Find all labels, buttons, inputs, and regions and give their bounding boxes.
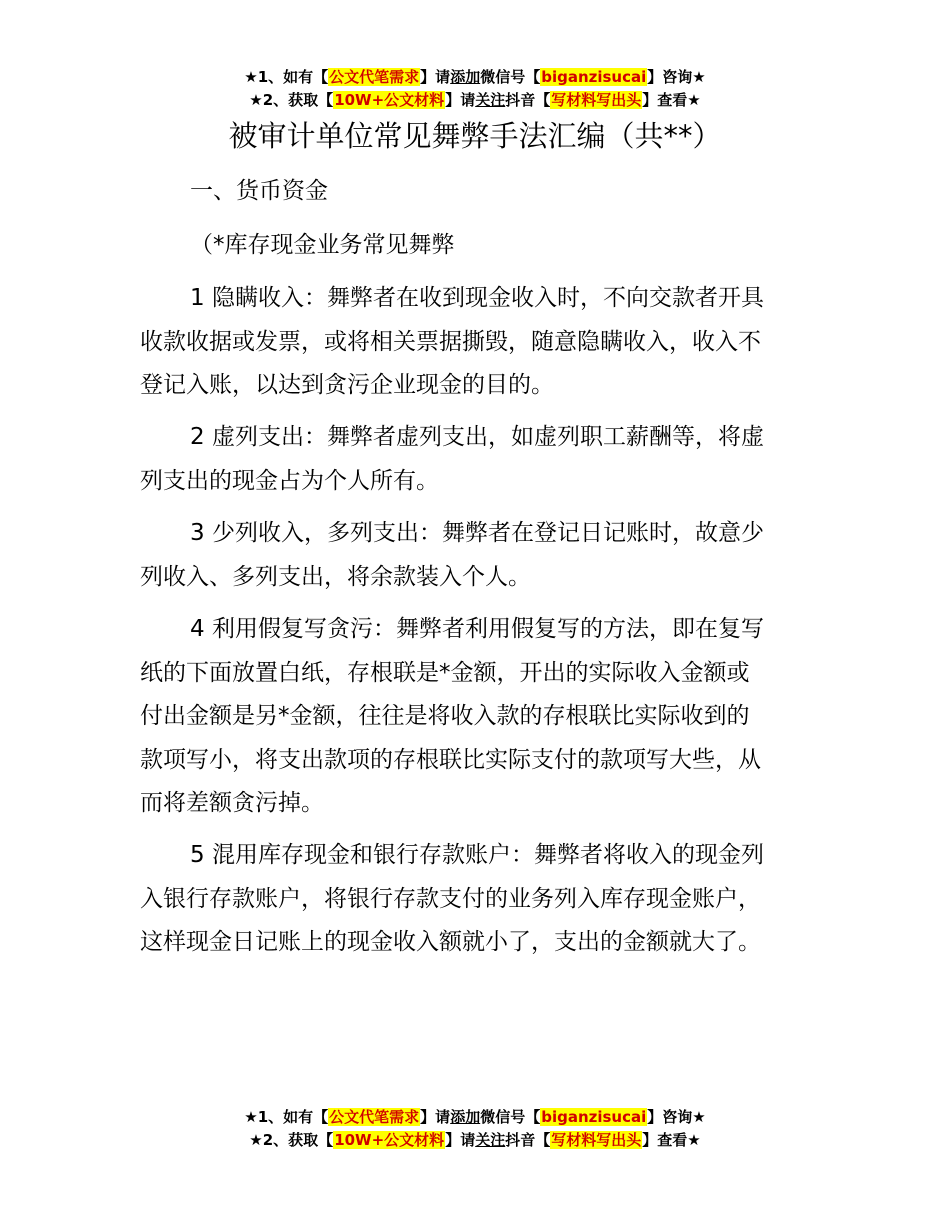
promo-banner-bottom xyxy=(0,1106,950,1152)
promo-line-2: ★2、获取【10W+公文材料】请关注抖音【写材料写出头】查看★ xyxy=(249,91,701,109)
paragraph-line: 这样现金日记账上的现金收入额就小了，支出的金额就大了。 xyxy=(140,929,761,955)
paragraph-line: 列支出的现金占为个人所有。 xyxy=(140,467,439,494)
highlight-douyin: 写材料写出头 xyxy=(551,91,642,109)
paragraph-line: 3 少列收入，多列支出：舞弊者在登记日记账时，故意少 xyxy=(190,520,764,546)
highlight-wechat-id: biganzisucai xyxy=(541,68,647,86)
sub-heading: （*库存现金业务常见舞弊 xyxy=(190,232,455,258)
highlight-materials: 10W+公文材料 xyxy=(334,91,445,109)
paragraph-line: 入银行存款账户，将银行存款支付的业务列入库存现金账户， xyxy=(140,885,761,912)
promo-line-1: ★1、如有【公文代笔需求】请添加微信号【biganzisucai】咨询★ xyxy=(244,68,706,86)
highlight-service: 公文代笔需求 xyxy=(329,1108,420,1126)
paragraph-line: 款项写小，将支出款项的存根联比实际支付的款项写大些，从 xyxy=(140,746,761,773)
paragraph-1 xyxy=(140,277,812,408)
paragraph-line: 4 利用假复写贪污：舞弊者利用假复写的方法，即在复写 xyxy=(190,616,764,642)
paragraph-line: 收款收据或发票，或将相关票据撕毁，随意隐瞒收入，收入不 xyxy=(140,328,761,355)
paragraph-line: 付出金额是另*金额，往往是将收入款的存根联比实际收到的 xyxy=(140,703,750,729)
paragraph-5 xyxy=(140,834,812,965)
paragraph-line: 5 混用库存现金和银行存款账户：舞弊者将收入的现金列 xyxy=(190,842,764,868)
promo-line-2: ★2、获取【10W+公文材料】请关注抖音【写材料写出头】查看★ xyxy=(249,1131,701,1149)
paragraph-line: 列收入、多列支出，将余款装入个人。 xyxy=(140,563,531,590)
highlight-wechat-id: biganzisucai xyxy=(541,1108,647,1126)
paragraph-line: 2 虚列支出：舞弊者虚列支出，如虚列职工薪酬等，将虚 xyxy=(190,424,764,450)
section-heading: 一、货币资金 xyxy=(190,178,328,204)
highlight-douyin: 写材料写出头 xyxy=(551,1131,642,1149)
highlight-materials: 10W+公文材料 xyxy=(334,1131,445,1149)
paragraph-3 xyxy=(140,512,812,599)
paragraph-4 xyxy=(140,608,812,826)
paragraph-line: 而将差额贪污掉。 xyxy=(140,790,324,816)
paragraph-line: 登记入账，以达到贪污企业现金的目的。 xyxy=(140,372,554,398)
highlight-service: 公文代笔需求 xyxy=(329,68,420,86)
paragraph-line: 1 隐瞒收入：舞弊者在收到现金收入时，不向交款者开具 xyxy=(190,285,764,311)
paragraph-line: 纸的下面放置白纸，存根联是*金额，开出的实际收入金额或 xyxy=(140,659,750,686)
promo-line-1: ★1、如有【公文代笔需求】请添加微信号【biganzisucai】咨询★ xyxy=(244,1108,706,1126)
paragraph-2 xyxy=(140,416,812,503)
promo-banner-top xyxy=(0,66,950,112)
document-title: 被审计单位常见舞弊手法汇编（共**） xyxy=(228,119,722,153)
